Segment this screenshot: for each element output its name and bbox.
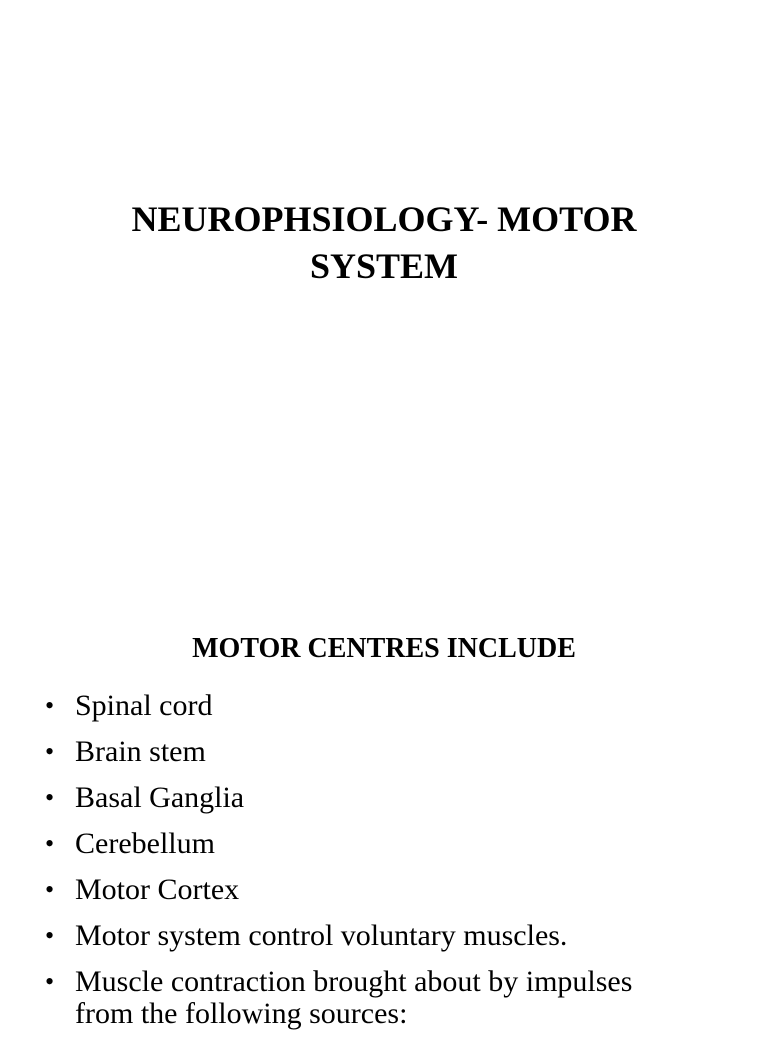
- bullet-icon: •: [45, 829, 55, 858]
- section-heading: MOTOR CENTRES INCLUDE: [192, 633, 576, 664]
- list-item-text-continued: from the following sources:: [75, 997, 408, 1030]
- list-item-text: Cerebellum: [75, 827, 215, 860]
- list-item: [40, 690, 740, 722]
- bullet-icon: •: [45, 783, 55, 812]
- bullet-icon: •: [45, 737, 55, 766]
- list-item-text: Motor Cortex: [75, 873, 240, 906]
- list-item: [40, 736, 740, 768]
- list-item-text: Spinal cord: [75, 689, 213, 722]
- list-item-text: Basal Ganglia: [75, 781, 245, 814]
- slide-title: [0, 196, 768, 290]
- motor-centres-list: [40, 690, 740, 1044]
- bullet-icon: •: [45, 691, 55, 720]
- list-item-text: Muscle contraction brought about by impulses: [75, 965, 633, 998]
- list-item: [40, 874, 740, 906]
- list-item-text: Motor system control voluntary muscles.: [75, 919, 568, 952]
- list-item: [40, 782, 740, 814]
- list-item: [40, 966, 740, 1030]
- slide-title-line-2: SYSTEM: [309, 246, 459, 286]
- list-item: [40, 920, 740, 952]
- slide-title-line-1: NEUROPHSIOLOGY- MOTOR: [131, 199, 637, 239]
- bullet-icon: •: [45, 967, 55, 996]
- list-item: [40, 828, 740, 860]
- bullet-icon: •: [45, 875, 55, 904]
- list-item-text: Brain stem: [75, 735, 206, 768]
- bullet-icon: •: [45, 921, 55, 950]
